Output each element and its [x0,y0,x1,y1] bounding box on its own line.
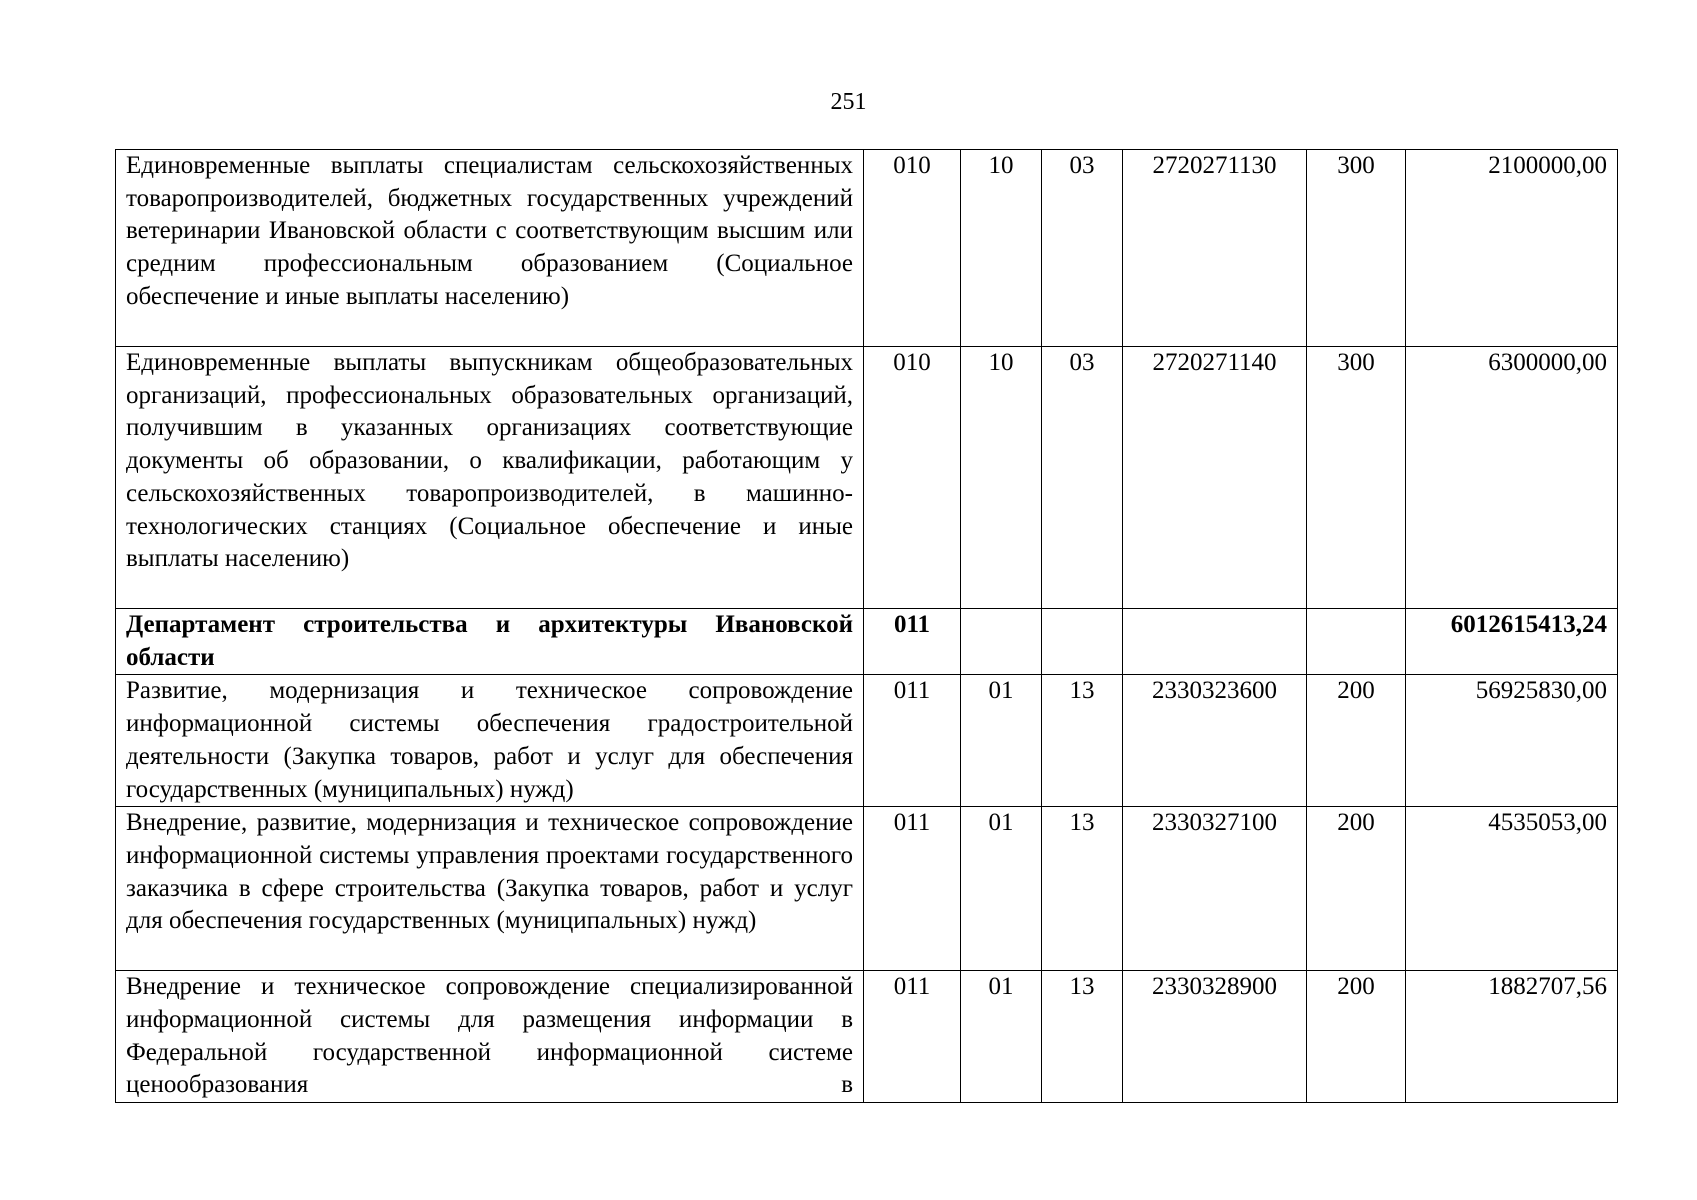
expense-type-code: 200 [1307,675,1406,807]
section-code: 01 [961,675,1042,807]
target-article-code: 2330323600 [1123,675,1307,807]
subsection-code: 03 [1042,150,1123,347]
subsection-code: 13 [1042,675,1123,807]
table-row [116,347,1618,609]
target-article-code: 2720271140 [1123,347,1307,609]
section-code: 10 [961,347,1042,609]
table-row [116,609,1618,675]
subsection-code: 13 [1042,807,1123,971]
expense-type-code: 200 [1307,807,1406,971]
row-description: Единовременные выплаты специалистам сельскохозяйственных товаропроизводителей, бюджетных государственных учреждений ветеринарии Ивановской области с соответствующим высшим или средним профессиональным образованием (Социальное обеспечение и иные выплаты населению) [116,150,864,347]
ministry-code: 010 [864,347,961,609]
row-description: Единовременные выплаты выпускникам общеобразовательных организаций, профессиональных образовательных организаций, получившим в указанных организациях соответствующие документы об образовании, о квалификации, работающим у сельскохозяйственных товаропроизводителей, в машинно-технологических станциях (Социальное обеспечение и иные выплаты населению) [116,347,864,609]
subsection-code [1042,609,1123,675]
target-article-code: 2330328900 [1123,971,1307,1103]
section-code: 01 [961,971,1042,1103]
ministry-code: 011 [864,971,961,1103]
subsection-code: 13 [1042,971,1123,1103]
page-number: 251 [830,89,867,115]
section-code [961,609,1042,675]
ministry-code: 011 [864,675,961,807]
ministry-code: 011 [864,807,961,971]
subsection-code: 03 [1042,347,1123,609]
amount: 1882707,56 [1406,971,1618,1103]
section-code: 01 [961,807,1042,971]
row-description: Внедрение, развитие, модернизация и техническое сопровождение информационной системы управления проектами государственного заказчика в сфере строительства (Закупка товаров, работ и услуг для обеспечения государственных (муниципальных) нужд) [116,807,864,971]
expense-type-code: 200 [1307,971,1406,1103]
amount: 4535053,00 [1406,807,1618,971]
ministry-code: 011 [864,609,961,675]
amount: 6300000,00 [1406,347,1618,609]
table-row [116,150,1618,347]
budget-table [115,149,1618,1103]
amount: 2100000,00 [1406,150,1618,347]
row-description: Департамент строительства и архитектуры Ивановской области [116,609,864,675]
expense-type-code: 300 [1307,347,1406,609]
table-row [116,971,1618,1103]
amount: 56925830,00 [1406,675,1618,807]
table-row [116,675,1618,807]
amount: 6012615413,24 [1406,609,1618,675]
expense-type-code [1307,609,1406,675]
table-row [116,807,1618,971]
row-description: Развитие, модернизация и техническое сопровождение информационной системы обеспечения градостроительной деятельности (Закупка товаров, работ и услуг для обеспечения государственных (муниципальных) нужд) [116,675,864,807]
target-article-code: 2330327100 [1123,807,1307,971]
row-description: Внедрение и техническое сопровождение специализированной информационной системы для размещения информации в Федеральной государственной информационной системе ценообразования в [116,971,864,1103]
target-article-code: 2720271130 [1123,150,1307,347]
section-code: 10 [961,150,1042,347]
expense-type-code: 300 [1307,150,1406,347]
ministry-code: 010 [864,150,961,347]
target-article-code [1123,609,1307,675]
